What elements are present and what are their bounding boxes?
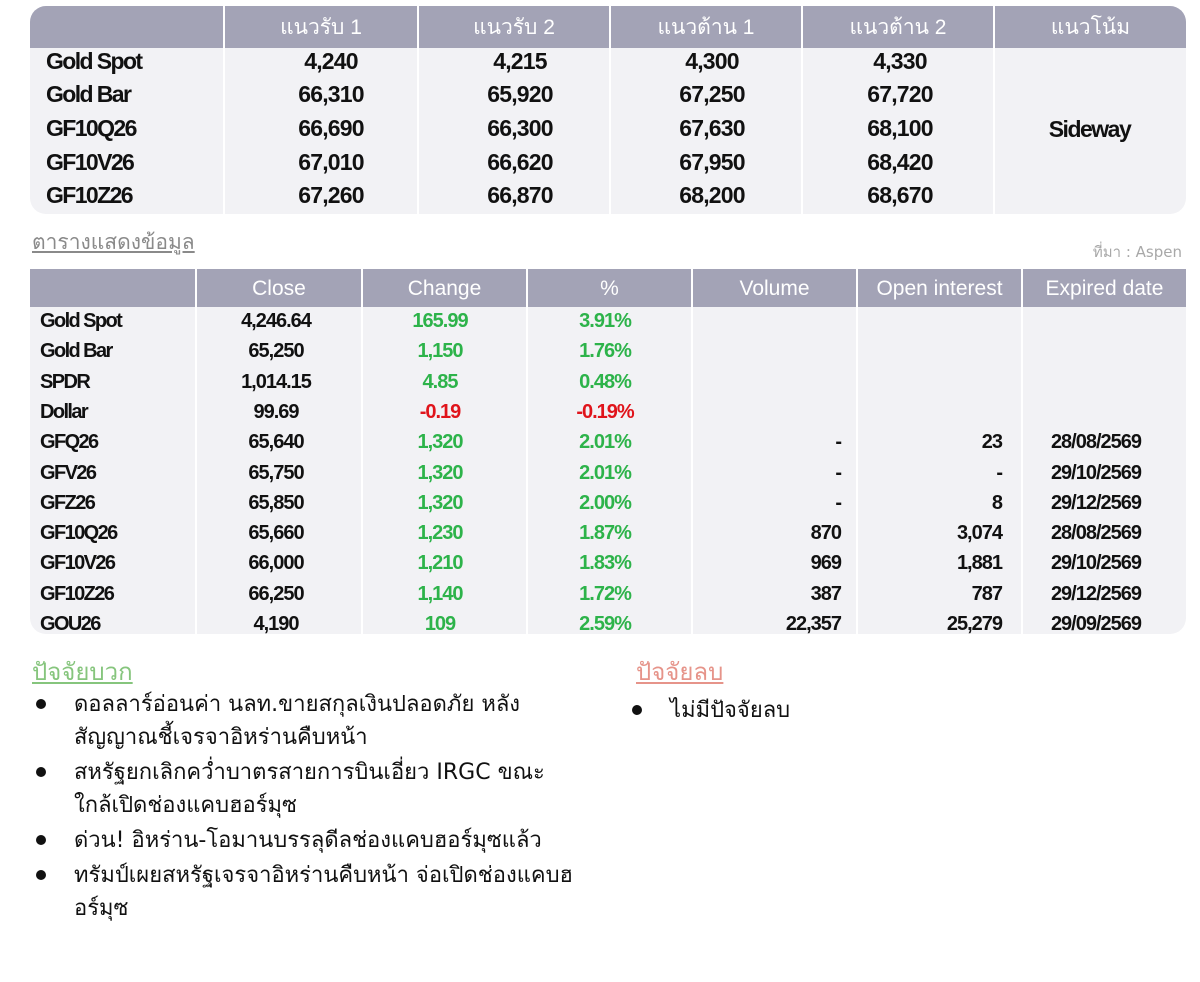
row-name: Gold Bar xyxy=(46,81,131,107)
row-name: Gold Spot xyxy=(46,48,142,74)
close-value: 99.69 xyxy=(253,400,299,423)
close-value: 65,750 xyxy=(248,461,304,484)
positive-factors-title: ปัจจัยบวก xyxy=(32,658,133,686)
volume-value: - xyxy=(835,431,841,454)
close-value: 4,246.64 xyxy=(241,310,311,332)
table-header xyxy=(30,6,1186,48)
open-interest-value xyxy=(856,336,1002,366)
volume-value xyxy=(691,397,841,427)
row-name: GFV26 xyxy=(40,461,96,484)
support-2-value: 66,300 xyxy=(487,115,553,141)
row-name: GFQ26 xyxy=(40,431,98,454)
support-2-value: 66,870 xyxy=(487,182,553,208)
resistance-2-value: 68,100 xyxy=(867,115,933,141)
row-name: Gold Spot xyxy=(40,310,122,332)
support-2-value: 65,920 xyxy=(487,81,553,107)
table-row xyxy=(30,178,1186,212)
header-volume: Volume xyxy=(691,269,856,307)
percent-value: 2.59% xyxy=(579,613,631,634)
factor-text: ทรัมป์เผยสหรัฐเจรจาอิหร่านคืบหน้า จ่อเปิดช่องแคบฮอร์มุซ xyxy=(74,863,573,921)
change-value: -0.19 xyxy=(419,400,461,423)
expired-date-value xyxy=(1021,336,1171,366)
close-value: 66,000 xyxy=(248,552,304,575)
percent-value: -0.19% xyxy=(576,400,634,423)
row-name: GOU26 xyxy=(40,613,100,634)
open-interest-value: 25,279 xyxy=(946,613,1002,634)
volume-value: 870 xyxy=(810,522,841,545)
resistance-1-value: 67,950 xyxy=(679,149,745,175)
close-value: 65,640 xyxy=(248,431,304,454)
expired-date-value: 29/10/2569 xyxy=(1050,461,1142,484)
factor-text: สหรัฐยกเลิกคว่ำบาตรสายการบินเอี่ยว IRGC ขณะใกล้เปิดช่องแคบฮอร์มุซ xyxy=(74,760,545,818)
row-name: Gold Bar xyxy=(40,340,112,363)
header-support-1: แนวรับ 1 xyxy=(223,6,417,48)
row-name: GF10Z26 xyxy=(46,182,132,208)
row-name: GF10Z26 xyxy=(40,582,114,605)
row-name: GFZ26 xyxy=(40,491,95,514)
table-row xyxy=(30,367,1186,397)
factor-text: ไม่มีปัจจัยลบ xyxy=(670,698,791,723)
list-item xyxy=(36,859,576,925)
change-value: 165.99 xyxy=(412,310,468,332)
trend-value: Sideway xyxy=(1048,116,1131,142)
table-row xyxy=(30,397,1186,427)
resistance-2-value: 68,670 xyxy=(867,182,933,208)
percent-value: 1.76% xyxy=(579,340,631,363)
volume-value xyxy=(691,367,841,397)
volume-value: 22,357 xyxy=(785,613,841,634)
open-interest-value: - xyxy=(996,461,1002,484)
table-header xyxy=(30,269,1186,307)
volume-value: 387 xyxy=(810,582,841,605)
resistance-2-value: 68,420 xyxy=(867,149,933,175)
resistance-2-value: 67,720 xyxy=(867,81,933,107)
factor-text: ด่วน! อิหร่าน-โอมานบรรลุดีลช่องแคบฮอร์มุซแล้ว xyxy=(74,828,542,853)
header-support-2: แนวรับ 2 xyxy=(417,6,609,48)
resistance-1-value: 68,200 xyxy=(679,182,745,208)
resistance-1-value: 67,250 xyxy=(679,81,745,107)
list-item xyxy=(36,756,576,822)
percent-value: 2.00% xyxy=(579,491,631,514)
change-value: 1,140 xyxy=(417,582,463,605)
header-close: Close xyxy=(195,269,361,307)
resistance-1-value: 67,630 xyxy=(679,115,745,141)
support-resistance-table xyxy=(30,6,1186,214)
change-value: 1,320 xyxy=(417,431,463,454)
open-interest-value xyxy=(856,367,1002,397)
row-name: GF10V26 xyxy=(46,149,134,175)
table-row xyxy=(30,548,1186,578)
expired-date-value: 28/08/2569 xyxy=(1050,431,1142,454)
open-interest-value: 787 xyxy=(971,582,1002,605)
table-row xyxy=(30,609,1186,634)
bullet-icon xyxy=(36,835,46,845)
change-value: 1,210 xyxy=(417,552,463,575)
resistance-2-value: 4,330 xyxy=(873,48,927,74)
support-1-value: 66,310 xyxy=(298,81,364,107)
support-2-value: 4,215 xyxy=(493,48,547,74)
percent-value: 3.91% xyxy=(579,310,631,332)
table-row xyxy=(30,145,1186,179)
volume-value xyxy=(691,306,841,336)
factor-text: ดอลลาร์อ่อนค่า นลท.ขายสกุลเงินปลอดภัย หลังสัญญาณชี้เจรจาอิหร่านคืบหน้า xyxy=(74,692,521,750)
open-interest-value xyxy=(856,306,1002,336)
volume-value xyxy=(691,336,841,366)
close-value: 65,850 xyxy=(248,491,304,514)
table-row xyxy=(30,427,1186,457)
volume-value: - xyxy=(835,461,841,484)
section-caption: ตารางแสดงข้อมูล xyxy=(32,230,195,254)
expired-date-value: 29/12/2569 xyxy=(1050,582,1142,605)
close-value: 1,014.15 xyxy=(241,370,311,393)
volume-value: - xyxy=(835,491,841,514)
open-interest-value: 23 xyxy=(981,431,1002,454)
support-1-value: 4,240 xyxy=(304,48,358,74)
row-name: GF10Q26 xyxy=(46,115,136,141)
header-open-interest: Open interest xyxy=(856,269,1021,307)
percent-value: 0.48% xyxy=(579,370,631,393)
change-value: 1,230 xyxy=(417,522,463,545)
volume-value: 969 xyxy=(810,552,841,575)
list-item xyxy=(632,694,1152,727)
resistance-1-value: 4,300 xyxy=(685,48,739,74)
open-interest-value: 8 xyxy=(991,491,1002,514)
bullet-icon xyxy=(36,767,46,777)
table-row xyxy=(30,336,1186,366)
negative-factors-title: ปัจจัยลบ xyxy=(636,658,724,686)
support-1-value: 67,010 xyxy=(298,149,364,175)
expired-date-value: 29/10/2569 xyxy=(1050,552,1142,575)
expired-date-value: 29/12/2569 xyxy=(1050,491,1142,514)
open-interest-value: 3,074 xyxy=(956,522,1002,545)
bullet-icon xyxy=(632,705,642,715)
change-value: 1,320 xyxy=(417,461,463,484)
row-name: GF10Q26 xyxy=(40,522,117,545)
header-resistance-1: แนวต้าน 1 xyxy=(609,6,801,48)
change-value: 1,150 xyxy=(417,340,463,363)
header-percent: % xyxy=(526,269,691,307)
table-row xyxy=(30,488,1186,518)
table-row xyxy=(30,306,1186,336)
close-value: 65,250 xyxy=(248,340,304,363)
row-name: GF10V26 xyxy=(40,552,115,575)
percent-value: 1.72% xyxy=(579,582,631,605)
list-item xyxy=(36,688,576,754)
close-value: 65,660 xyxy=(248,522,304,545)
open-interest-value: 1,881 xyxy=(956,552,1002,575)
header-change: Change xyxy=(361,269,526,307)
table-row xyxy=(30,44,1186,78)
table-row xyxy=(30,579,1186,609)
percent-value: 1.87% xyxy=(579,522,631,545)
row-name: Dollar xyxy=(40,400,88,423)
bullet-icon xyxy=(36,870,46,880)
open-interest-value xyxy=(856,397,1002,427)
support-1-value: 66,690 xyxy=(298,115,364,141)
header-expired-date: Expired date xyxy=(1021,269,1186,307)
percent-value: 2.01% xyxy=(579,431,631,454)
expired-date-value: 28/08/2569 xyxy=(1050,522,1142,545)
close-value: 4,190 xyxy=(253,613,299,634)
header-trend: แนวโน้ม xyxy=(993,6,1186,48)
list-item xyxy=(36,824,576,857)
header-resistance-2: แนวต้าน 2 xyxy=(801,6,993,48)
source-note: ที่มา : Aspen xyxy=(1092,243,1182,261)
expired-date-value xyxy=(1021,367,1171,397)
expired-date-value xyxy=(1021,306,1171,336)
change-value: 4.85 xyxy=(422,370,458,393)
change-value: 109 xyxy=(424,613,456,634)
expired-date-value xyxy=(1021,397,1171,427)
bullet-icon xyxy=(36,699,46,709)
expired-date-value: 29/09/2569 xyxy=(1050,613,1142,634)
positive-factors-list xyxy=(36,688,576,927)
change-value: 1,320 xyxy=(417,491,463,514)
percent-value: 2.01% xyxy=(579,461,631,484)
negative-factors-list xyxy=(632,694,1152,729)
support-1-value: 67,260 xyxy=(298,182,364,208)
row-name: SPDR xyxy=(40,370,90,393)
table-row xyxy=(30,518,1186,548)
table-row xyxy=(30,458,1186,488)
market-data-table xyxy=(30,269,1186,634)
percent-value: 1.83% xyxy=(579,552,631,575)
support-2-value: 66,620 xyxy=(487,149,553,175)
table-row xyxy=(30,77,1186,111)
close-value: 66,250 xyxy=(248,582,304,605)
